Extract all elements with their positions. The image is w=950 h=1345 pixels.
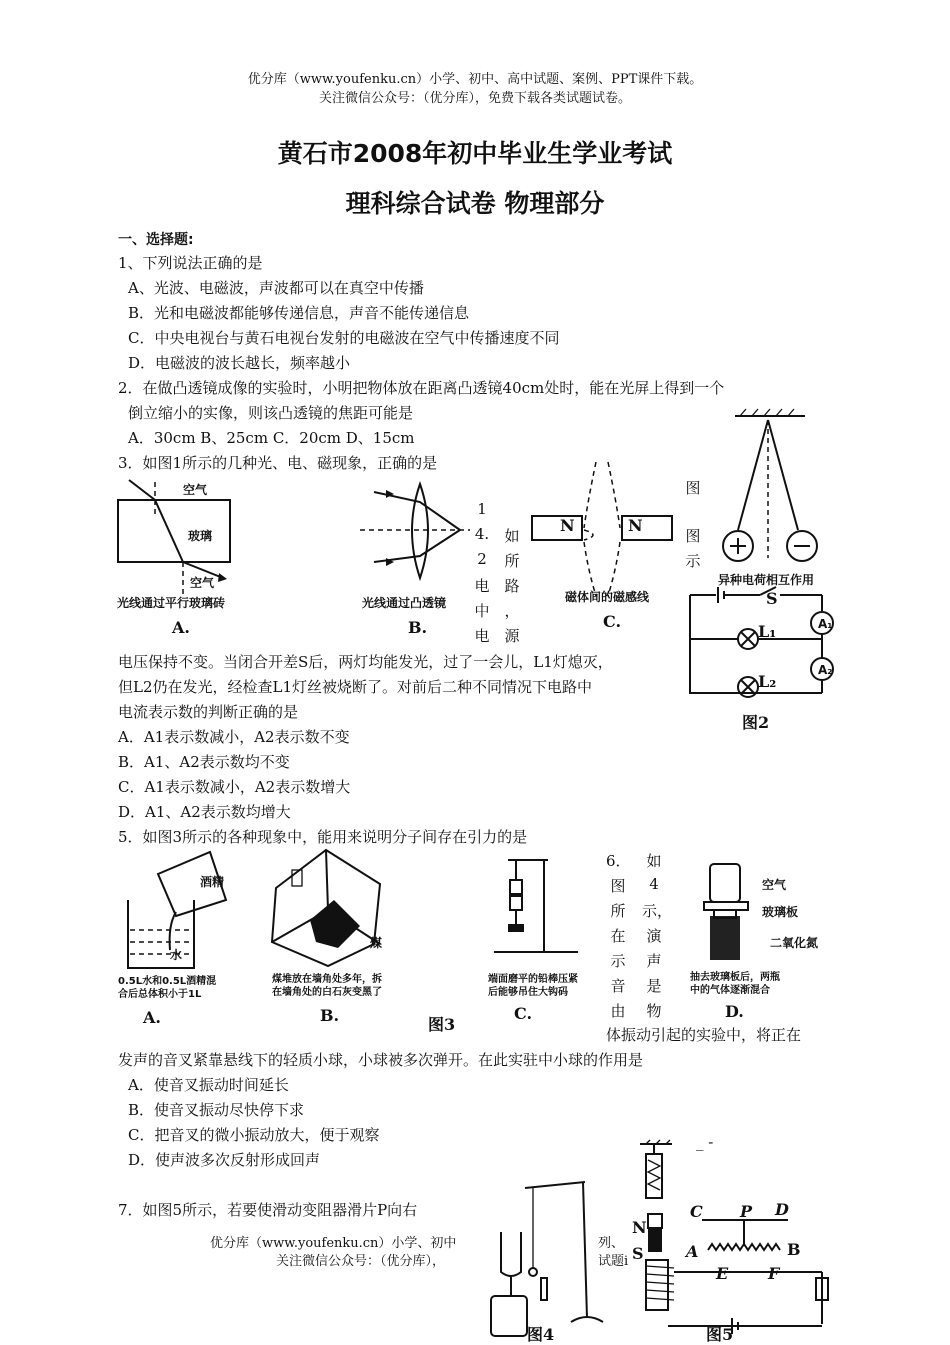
fig5-dash-mark: _ - (696, 1133, 714, 1151)
fig3-a-caption-1: 0.5L水和0.5L酒精混 (118, 976, 217, 987)
fig3-a-alcohol: 酒精 (200, 875, 225, 889)
fig5-pole-n: N (632, 1218, 647, 1237)
q4-option-d: D．A1、A2表示数均增大 (118, 803, 291, 821)
fig1-d-charges-diagram (710, 408, 840, 578)
fig3-a-caption-2: 合后总体积小于1L (118, 989, 202, 1000)
fig4-label: 图4 (527, 1325, 555, 1344)
q6-vertical-char: 声 (646, 952, 662, 970)
fig1-c-label: C. (603, 612, 622, 631)
q2-stem-2: 倒立缩小的实像，则该凸透镜的焦距可能是 (128, 404, 414, 422)
q6-vertical-char: 示， (642, 902, 673, 920)
q6-vertical-char: 所 (610, 902, 626, 920)
q4-option-c: C．A1表示数减小，A2表示数增大 (118, 778, 351, 796)
fig3-c-stand (488, 856, 583, 961)
fig4-tuning-fork (485, 1172, 610, 1340)
fig1-a-glass-label: 玻璃 (188, 529, 213, 543)
q1-option-c: C．中央电视台与黄石电视台发射的电磁波在空气中传播速度不同 (128, 329, 560, 347)
fig5-terminal-b: B (787, 1240, 801, 1259)
fig3-a-label: A. (143, 1008, 161, 1027)
fig3-d-no2: 二氧化氮 (770, 936, 819, 950)
fig3-b-caption-2: 在墙角处的白石灰变黑了 (272, 987, 382, 998)
q2-options: A．30cm B、25cm C．20cm D、15cm (128, 429, 415, 447)
fig1-vertical-char: 图 (685, 527, 701, 545)
q1-option-b: B．光和电磁波都能够传递信息，声音不能传递信息 (128, 304, 470, 322)
q4-vertical-char: 1 (477, 500, 487, 518)
page-title: 黄石市2008年初中毕业生学业考试 (277, 139, 673, 168)
fig1-a-label: A. (172, 618, 190, 637)
q6-vertical-char: 物 (646, 1002, 662, 1020)
fig5-terminal-a: A (686, 1242, 699, 1261)
fig3-b-caption-1: 煤堆放在墙角处多年，拆 (272, 974, 382, 985)
fig5-terminal-f: F (768, 1264, 780, 1283)
header-line-2: 关注微信公众号：（优分库），免费下载各类试题试卷。 (318, 91, 631, 106)
q6-vertical-char: 是 (646, 977, 662, 995)
q4-vertical-char: 2 (477, 550, 487, 568)
q5-stem: 5．如图3所示的各种现象中，能用来说明分子间存在引力的是 (118, 828, 528, 846)
q1-stem: 1、下列说法正确的是 (118, 254, 263, 272)
fig1-b-lens-diagram (360, 478, 480, 598)
fig3-b-coal: 煤 (370, 936, 383, 950)
q6-vertical-char: 如 (646, 852, 662, 870)
q4-vertical-char: 路 (504, 577, 520, 595)
fig1-d-caption: 异种电荷相互作用 (718, 573, 815, 587)
fig5-slider-p: P (740, 1202, 753, 1221)
q6-option-b: B．使音叉振动尽快停下求 (128, 1101, 305, 1119)
fig1-c-caption: 磁体间的磁感线 (565, 590, 650, 604)
fig2-ammeter-a2: A₂ (818, 663, 833, 677)
fig1-a-air-top: 空气 (183, 483, 208, 497)
q6-vertical-char: 6． (606, 852, 631, 870)
fig1-c-n-left: N (560, 516, 575, 535)
fig3-d-label: D. (725, 1002, 744, 1021)
q4-vertical-char: ， (504, 602, 520, 620)
fig1-a-caption: 光线通过平行玻璃砖 (117, 596, 226, 610)
q3-stem: 3．如图1所示的几种光、电、磁现象，正确的是 (118, 454, 438, 472)
page-subtitle: 理科综合试卷 物理部分 (345, 189, 605, 218)
q4-vertical-char: 电 (474, 577, 490, 595)
fig1-vertical-char: 图 (685, 479, 701, 497)
section-heading: 一、选择题: (118, 232, 194, 248)
fig2-ammeter-a1: A₁ (818, 617, 833, 631)
q6-vertical-char: 由 (610, 1002, 626, 1020)
q6-vertical-char: 4 (649, 875, 659, 893)
fig5-terminal-d: D (775, 1200, 789, 1219)
q4-stem-3: 电流表示数的判断正确的是 (118, 703, 299, 721)
fig1-b-label: B. (408, 618, 428, 637)
fig5-terminal-c: C (690, 1202, 703, 1221)
fig3-d-glass: 玻璃板 (762, 905, 799, 919)
q6-option-a: A．使音叉振动时间延长 (128, 1076, 289, 1094)
q4-vertical-char: 所 (504, 552, 520, 570)
fig3-d-caption-2: 中的气体逐渐混合 (690, 985, 770, 996)
fig5-terminal-e: E (716, 1264, 729, 1283)
q4-stem-2: 但L2仍在发光，经检查L1灯丝被烧断了。对前后二种不同情况下电路中 (118, 678, 593, 696)
q7-stem: 7．如图5所示，若要使滑动变阻器滑片P向右 (118, 1201, 418, 1219)
q2-stem-1: 2．在做凸透镜成像的实验时，小明把物体放在距离凸透镜40cm处时，能在光屏上得到一个 (118, 379, 725, 397)
fig2-lamp-l2: L₂ (758, 672, 777, 691)
q4-vertical-char: 电 (474, 627, 490, 645)
q6-option-d: D．使声波多次反射形成回声 (128, 1151, 321, 1169)
fig1-c-n-right: N (628, 516, 643, 535)
q6-vertical-char: 示 (610, 952, 626, 970)
q6-stem-1: 发声的音叉紧靠悬线下的轻质小球，小球被多次弹开。在此实驻中小球的作用是 (118, 1051, 644, 1069)
q1-option-a: A、光波、电磁波，声波都可以在真空中传播 (128, 279, 424, 297)
fig1-vertical-char: 示 (685, 552, 701, 570)
q4-option-b: B．A1、A2表示数均不变 (118, 753, 290, 771)
fig3-d-caption-1: 抽去玻璃板后，两瓶 (690, 972, 780, 983)
fig3-d-jars (700, 856, 760, 966)
q6-vertical-char: 音 (610, 977, 626, 995)
q4-vertical-char: 中 (474, 602, 490, 620)
q6-option-c: C．把音叉的微小振动放大，便于观察 (128, 1126, 380, 1144)
footer-line-2: 关注微信公众号：（优分库）， (276, 1254, 446, 1269)
q1-option-d: D．电磁波的波长越长，频率越小 (128, 354, 351, 372)
q4-vertical-char: 如 (504, 527, 520, 545)
fig3-label: 图3 (428, 1015, 456, 1034)
fig3-b-label: B. (320, 1006, 340, 1025)
footer-line-1: 优分库（www.youfenku.cn）小学、初中 (210, 1236, 457, 1251)
footer-line-1-tail: 列、 (598, 1236, 625, 1251)
fig5-pole-s: S (632, 1244, 644, 1263)
q4-option-a: A．A1表示数减小，A2表示数不变 (118, 728, 350, 746)
fig2-switch-s: S (766, 589, 778, 608)
fig2-lamp-l1: L₁ (758, 622, 777, 641)
q4-vertical-char: 源 (504, 627, 520, 645)
fig3-c-caption-2: 后能够吊住大钩码 (488, 987, 568, 998)
fig3-a-water: 水 (170, 948, 183, 962)
q6-vertical-char: 图 (610, 877, 626, 895)
fig3-d-air: 空气 (762, 878, 787, 892)
fig3-c-label: C. (514, 1004, 533, 1023)
q4-stem-1: 电压保持不变。当闭合开差S后，两灯均能发光，过了一会儿，L1灯熄灭， (118, 653, 613, 671)
header-line-1: 优分库（www.youfenku.cn）小学、初中、高中试题、案例、PPT课件下载。 (247, 72, 703, 87)
fig1-c-magnet-diagram (530, 460, 680, 600)
fig1-a-air-bottom: 空气 (190, 576, 215, 590)
fig3-b-corner (268, 848, 386, 968)
q6-vertical-char: 在 (610, 927, 626, 945)
q6-vertical-char: 演 (646, 927, 662, 945)
footer-line-2-tail: 试题i (598, 1254, 629, 1269)
q6-stem-0: 体振动引起的实验中，将正在 (606, 1026, 802, 1044)
fig5-electromagnet (632, 1140, 832, 1340)
fig3-c-caption-1: 端面磨平的铅棒压紧 (488, 974, 578, 985)
fig1-b-caption: 光线通过凸透镜 (362, 596, 447, 610)
fig2-label: 图2 (742, 713, 770, 732)
fig5-label: 图5 (706, 1325, 734, 1344)
q4-vertical-char: 4. (474, 525, 490, 543)
